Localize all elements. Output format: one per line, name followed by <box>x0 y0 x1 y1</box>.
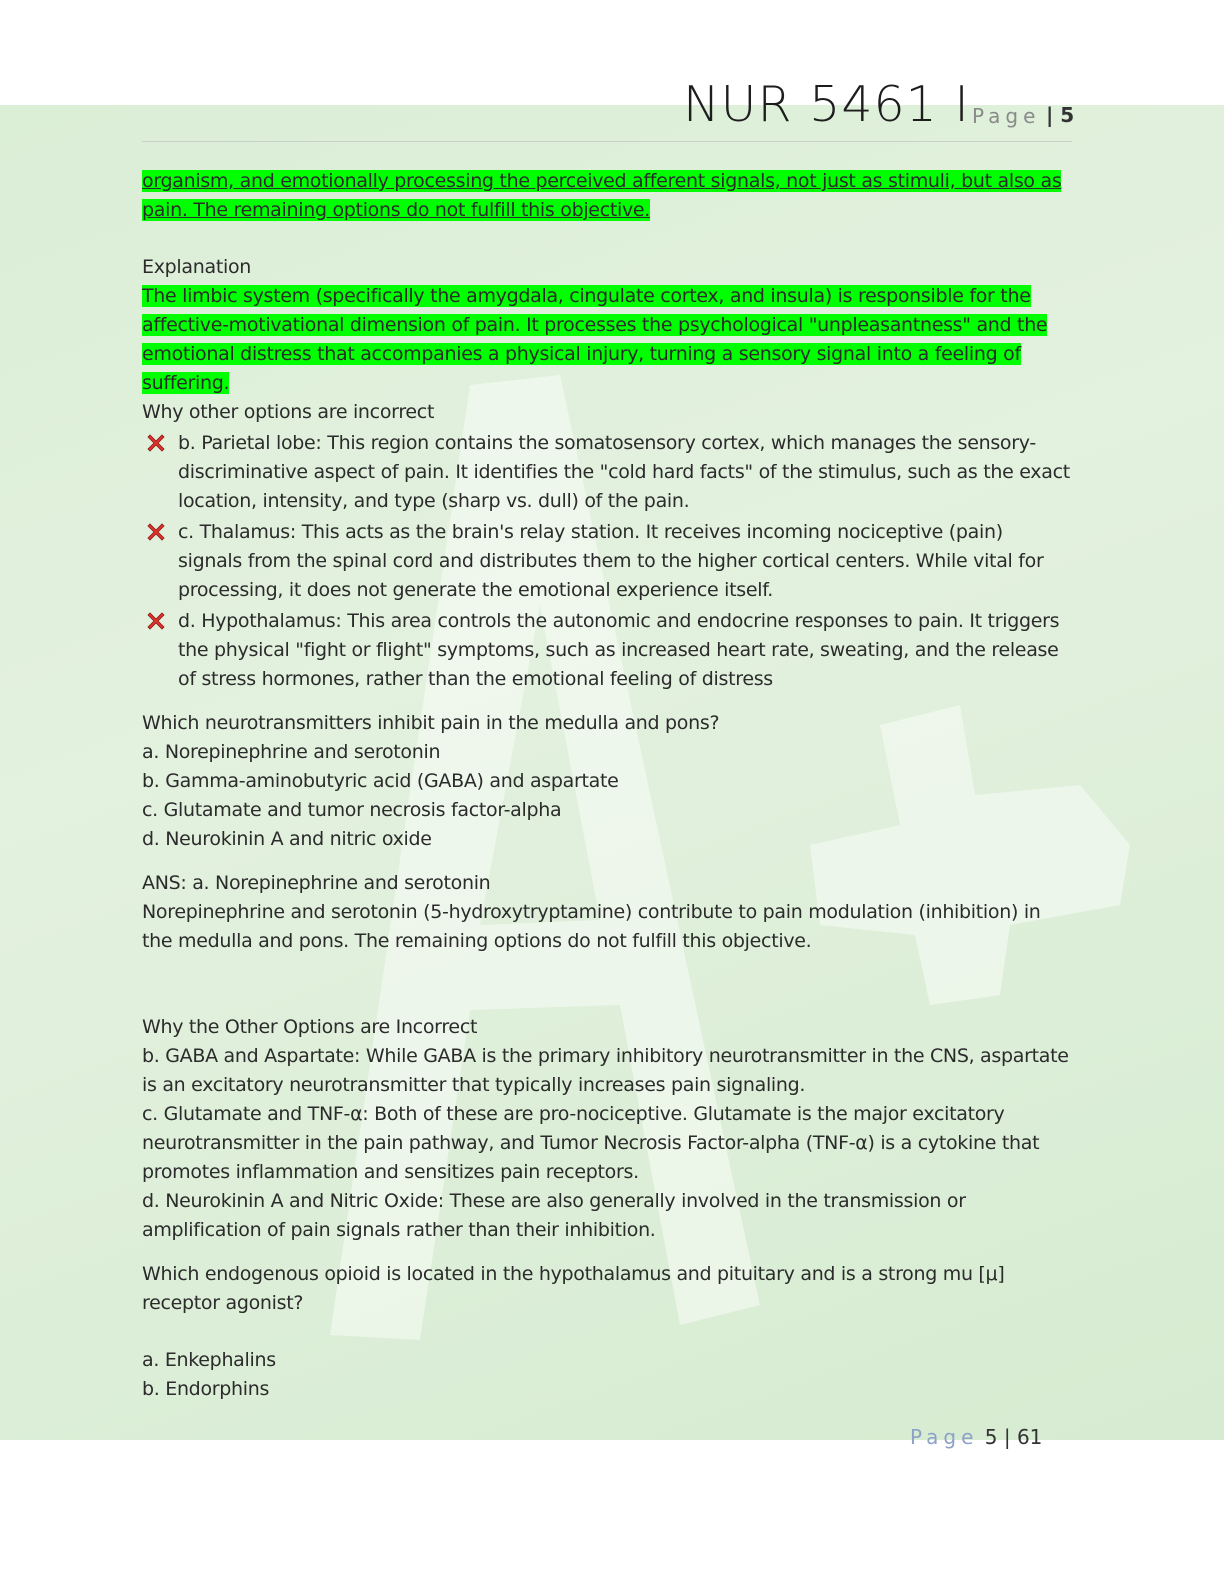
explanation-heading: Explanation <box>142 256 252 278</box>
incorrect-option-text: b. Parietal lobe: This region contains the somatosensory cortex, which manages the sensory-discriminative aspect of pain. It identifies the "cold hard facts" of the stimulus, such as the exact location, intensity, and type (sharp vs. dull) of the pain. <box>178 432 1070 512</box>
page-footer <box>910 1425 1042 1449</box>
answer-option: a. Enkephalins <box>142 1349 276 1371</box>
header-page-label: Page <box>972 104 1041 128</box>
rationale-line: c. Glutamate and TNF-α: Both of these are pro-nociceptive. Glutamate is the major excitatory neurotransmitter in the pain pathway, and Tumor Necrosis Factor-alpha (TNF-α) is a cytokine that promotes inflammation and sensitizes pain receptors. <box>142 1103 1040 1183</box>
course-title: NUR 5461 I <box>683 76 970 133</box>
highlighted-text: affective-motivational dimension of pain. It processes the psychological "unpleasantness" and the <box>142 314 1048 336</box>
rationale-line: d. Neurokinin A and Nitric Oxide: These are also generally involved in the transmission or amplification of pain signals rather than their inhibition. <box>142 1190 966 1241</box>
continuation-paragraph <box>142 167 1072 225</box>
answer-option: b. Gamma-aminobutyric acid (GABA) and aspartate <box>142 770 619 792</box>
header-page-number: | 5 <box>1046 103 1075 127</box>
highlighted-text: organism, and emotionally processing the perceived afferent signals, not just as stimuli, but also as <box>142 170 1062 192</box>
question-text: Which endogenous opioid is located in the hypothalamus and pituitary and is a strong mu [μ] receptor agonist? <box>142 1263 1005 1314</box>
cross-mark-icon <box>144 609 168 633</box>
cross-mark-icon <box>144 431 168 455</box>
incorrect-option-text: d. Hypothalamus: This area controls the autonomic and endocrine responses to pain. It triggers the physical "fight or flight" symptoms, such as increased heart rate, sweating, and the release of stress hormones, rather than the emotional feeling of distress <box>178 610 1060 690</box>
header-divider <box>142 141 1072 142</box>
incorrect-option-item <box>142 518 1072 605</box>
why-other-heading: Why the Other Options are Incorrect <box>142 1016 478 1038</box>
answer-option: a. Norepinephrine and serotonin <box>142 741 441 763</box>
incorrect-option-text: c. Thalamus: This acts as the brain's relay station. It receives incoming nociceptive (pain) signals from the spinal cord and distributes them to the higher cortical centers. While vital for processing, it does not generate the emotional experience itself. <box>178 521 1044 601</box>
highlighted-text: emotional distress that accompanies a physical injury, turning a sensory signal into a feeling of <box>142 343 1021 365</box>
cross-mark-icon <box>144 520 168 544</box>
answer-option: c. Glutamate and tumor necrosis factor-alpha <box>142 799 562 821</box>
incorrect-option-item <box>142 607 1072 694</box>
answer-option: b. Endorphins <box>142 1378 270 1400</box>
document-body <box>142 167 1072 1404</box>
highlighted-text: pain. The remaining options do not fulfill this objective. <box>142 199 651 221</box>
explanation-paragraph <box>142 282 1072 398</box>
rationale-line: b. GABA and Aspartate: While GABA is the primary inhibitory neurotransmitter in the CNS, aspartate is an excitatory neurotransmitter that typically increases pain signaling. <box>142 1045 1069 1096</box>
answer-key: ANS: a. Norepinephrine and serotonin <box>142 872 491 894</box>
footer-page-label: Page <box>910 1425 979 1449</box>
answer-option: d. Neurokinin A and nitric oxide <box>142 828 432 850</box>
highlighted-text: The limbic system (specifically the amygdala, cingulate cortex, and insula) is responsible for the <box>142 285 1031 307</box>
footer-page-count: 5 | 61 <box>984 1425 1043 1449</box>
why-other-heading: Why other options are incorrect <box>142 401 435 423</box>
highlighted-text: suffering. <box>142 372 230 394</box>
answer-rationale: Norepinephrine and serotonin (5-hydroxytryptamine) contribute to pain modulation (inhibition) in the medulla and pons. The remaining options do not fulfill this objective. <box>142 901 1041 952</box>
incorrect-option-item <box>142 429 1072 516</box>
question-text: Which neurotransmitters inhibit pain in the medulla and pons? <box>142 712 720 734</box>
